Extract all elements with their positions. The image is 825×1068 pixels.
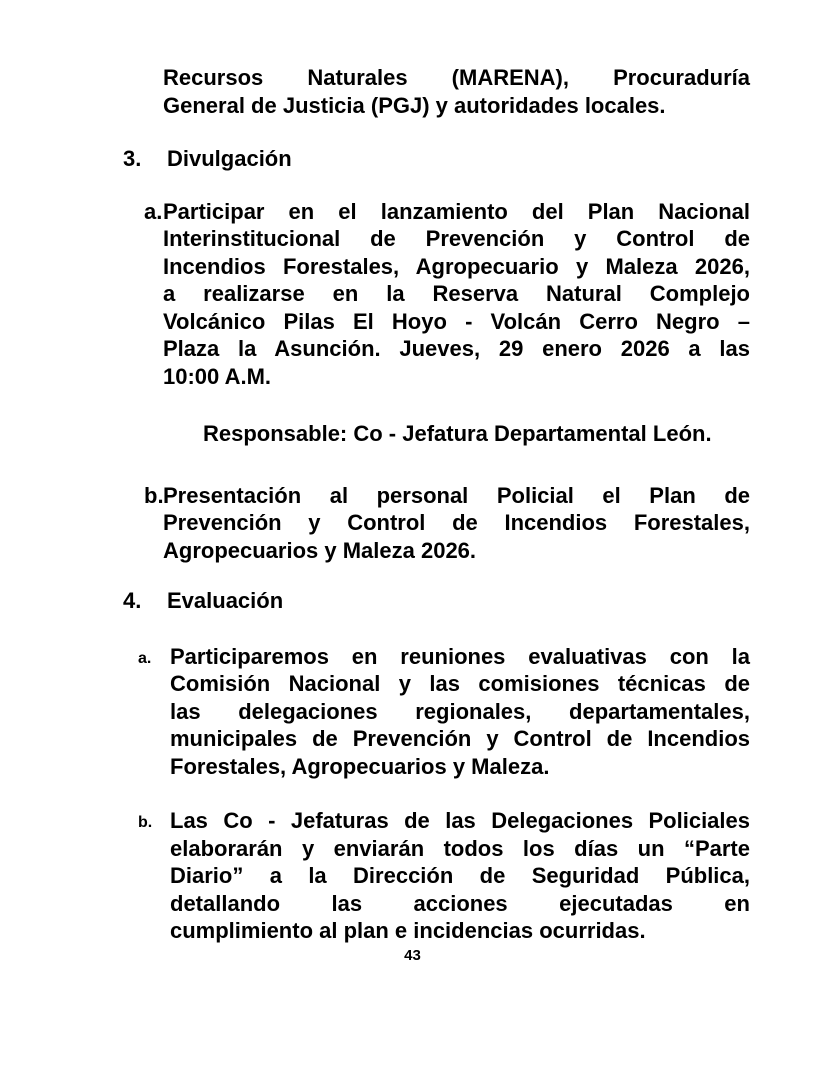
list-item-text xyxy=(123,807,750,945)
paragraph-line: municipales de Prevención y Control de Incendios xyxy=(170,726,750,751)
list-item-3b xyxy=(123,482,750,565)
page-number: 43 xyxy=(404,947,421,964)
section-title: Divulgación xyxy=(167,146,292,171)
paragraph-line: Interinstitucional de Prevención y Control de xyxy=(163,226,750,251)
paragraph-line: Las Co - Jefaturas de las Delegaciones Policiales xyxy=(170,808,750,833)
list-item-text xyxy=(123,198,750,391)
list-item-4a xyxy=(123,643,750,781)
paragraph-line: Forestales, Agropecuarios y Maleza. xyxy=(170,753,550,779)
paragraph-line: Prevención y Control de Incendios Forestales, xyxy=(163,510,750,535)
paragraph-line: Agropecuarios y Maleza 2026. xyxy=(163,537,477,563)
section-title: Evaluación xyxy=(167,588,284,613)
responsable-line: Responsable: Co - Jefatura Departamental León. xyxy=(203,421,712,446)
paragraph-line: General de Justicia (PGJ) y autoridades locales. xyxy=(163,92,666,118)
list-item-3a xyxy=(123,198,750,391)
paragraph-line: Diario” a la Dirección de Seguridad Pública, xyxy=(170,863,750,888)
section-heading-evaluacion xyxy=(123,587,750,615)
list-item-text xyxy=(123,643,750,781)
paragraph-line: elaborarán y enviarán todos los días un “Parte xyxy=(170,835,750,861)
list-item-text xyxy=(123,482,750,565)
list-marker: b. xyxy=(144,482,164,508)
paragraph-line: Volcánico Pilas El Hoyo - Volcán Cerro Negro – xyxy=(163,308,750,334)
section-number: 4. xyxy=(123,588,142,613)
paragraph-line: 10:00 A.M. xyxy=(163,363,272,389)
paragraph-intro xyxy=(123,64,750,119)
paragraph-line: Participar en el lanzamiento del Plan Nacional xyxy=(163,198,750,224)
paragraph-line: cumplimiento al plan e incidencias ocurridas. xyxy=(170,918,646,943)
section-heading-divulgacion xyxy=(123,145,750,173)
list-marker: b. xyxy=(138,814,153,831)
paragraph-line: Participaremos en reuniones evaluativas con la xyxy=(170,643,750,669)
paragraph-line: Plaza la Asunción. Jueves, 29 enero 2026 a las xyxy=(163,336,750,361)
section-number: 3. xyxy=(123,146,142,171)
document-content xyxy=(123,0,750,945)
list-item-4b xyxy=(123,807,750,945)
list-marker: a. xyxy=(144,198,163,224)
paragraph-line: Comisión Nacional y las comisiones técnicas de xyxy=(170,671,750,696)
paragraph-line: Recursos Naturales (MARENA), Procuraduría xyxy=(163,65,750,90)
paragraph-line: Presentación al personal Policial el Plan de xyxy=(163,482,750,508)
paragraph-line: las delegaciones regionales, departamentales, xyxy=(170,698,750,724)
paragraph-line: a realizarse en la Reserva Natural Complejo xyxy=(163,281,750,306)
paragraph-line: Incendios Forestales, Agropecuario y Maleza 2026, xyxy=(163,253,750,279)
list-marker: a. xyxy=(138,649,152,667)
paragraph-line: detallando las acciones ejecutadas en xyxy=(170,890,750,916)
